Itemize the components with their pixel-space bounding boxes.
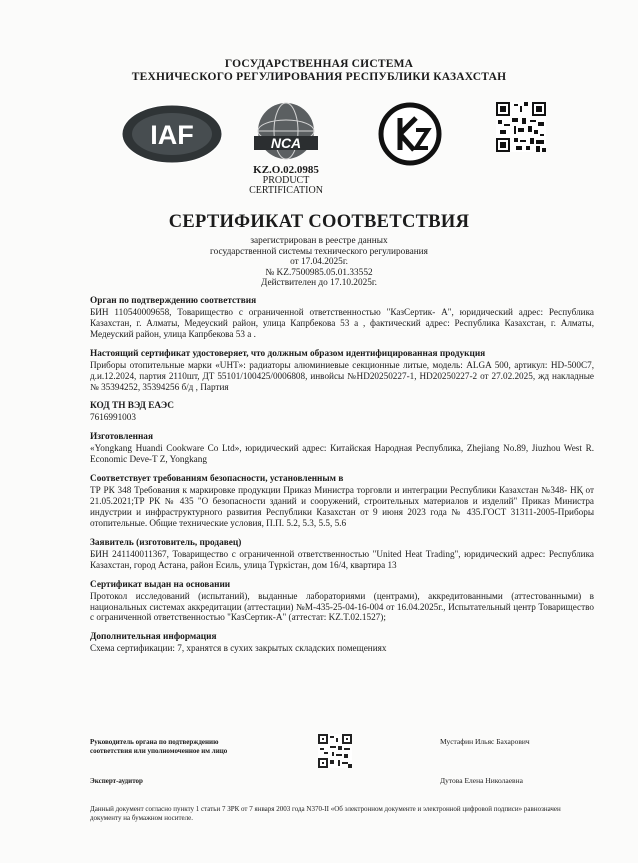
section-title: Заявитель (изготовитель, продавец) xyxy=(90,537,242,548)
cert-code: KZ.O.02.0985 xyxy=(253,164,319,176)
nca-text: NCA xyxy=(270,135,302,151)
kz-conformity-mark-icon xyxy=(378,102,442,166)
head-signature-name: Мустафин Ильяс Бахарович xyxy=(440,737,530,746)
section-title: КОД ТН ВЭД ЕАЭС xyxy=(90,401,174,412)
registry-info xyxy=(0,236,638,289)
section-title: Сертификат выдан на основании xyxy=(90,579,231,590)
head-signature-row xyxy=(90,738,594,774)
section-text: БИН 241140011367, Товарищество с ограниченной ответственностью "United Heat Trading", юридический адрес: Республика Казахстан, город Астана, район Есиль, улица Түркістан, дом 16/4, квартира 13 xyxy=(90,548,594,570)
registry-date: от 17.04.2025г. xyxy=(290,257,348,268)
section-text: «Yongkang Huandi Cookware Co Ltd», юридический адрес: Китайская Народная Республика, Zhejiang No.89, Jiuzhou West R. Economic Deve-T Z, Yongkang xyxy=(90,443,594,465)
section-text: ТР РК 348 Требования к маркировке продукции Приказ Министра торговли и интеграции Республики Казахстан №348- НҚ от 21.05.2021;ТР РК № 435 "О безопасности зданий и сооружений, строительных материалов и изделий" Приказ Министра индустрии и инфраструктурного развития Республики Казахстан от 9 июня 2023 года № 435.ГОСТ 31311-2005-Приборы отопительные. Общие технические условия, П.П. 5.2, 5.3, 5.5, 5.6 xyxy=(90,485,594,528)
document-header xyxy=(0,58,638,84)
registry-line-2: государственной системы технического регулирования xyxy=(210,246,428,257)
section-requirements xyxy=(90,474,594,529)
cert-code-line-2: PRODUCT xyxy=(262,174,310,186)
nca-globe-icon xyxy=(250,100,322,166)
head-signature-label: Руководитель органа по подтверждению соответствия или уполномоченное им лицо xyxy=(90,738,228,755)
section-product xyxy=(90,349,594,393)
section-certification-body xyxy=(90,296,594,340)
section-applicant xyxy=(90,538,594,571)
validity-date: Действителен до 17.10.2025г. xyxy=(261,278,377,289)
qr-code-icon xyxy=(496,102,546,152)
section-hs-code xyxy=(90,401,594,423)
section-title: Орган по подтверждению соответствия xyxy=(90,296,257,306)
section-additional-info xyxy=(90,632,594,654)
section-title: Соответствует требованиям безопасности, установленным в xyxy=(90,474,344,485)
certification-body-code xyxy=(236,165,336,197)
section-title: Настоящий сертификат удостоверяет, что должным образом идентифицированная продукция xyxy=(90,348,486,359)
section-text: 7616991003 xyxy=(90,412,136,423)
registry-line-1: зарегистрирован в реестре данных xyxy=(250,236,388,246)
expert-signature-name: Дутова Елена Николаевна xyxy=(440,776,523,785)
certificate-body xyxy=(90,296,594,663)
section-text: БИН 110540009658, Товарищество с ограниченной ответственностью "КазСертик- А", юридический адрес: Республика Казахстан, г. Алматы, Медеуский район, улица Капрбекова 53 а , фактический адрес: Республика Казахстан, г. Алматы, Медеуский район, улица Капрбекова 53 а . xyxy=(90,307,594,339)
legal-footnote: Данный документ согласно пункту 1 статьи 7 ЗРК от 7 января 2003 года N370-II «Об электронном документе и электронной цифровой подписи» равнозначен документу на бумажном носителе. xyxy=(90,805,561,822)
signature-qr-code-icon xyxy=(318,734,352,768)
section-text: Протокол исследований (испытаний), выданные лабораториями (центрами), аккредитованными (аттестованными) в национальных системах аккредитации (аттестации) №М-435-25-04-16-004 от 16.04.2025г., Испытательный центр Товарищество с ограниченной ответственностью "КазСертик-А" (аттестат: KZ.T.02.1527); xyxy=(90,590,594,623)
document-title: СЕРТИФИКАТ СООТВЕТСТВИЯ xyxy=(168,212,470,232)
expert-signature-label: Эксперт-аудитор xyxy=(90,777,143,785)
section-basis xyxy=(90,580,594,624)
section-text: Схема сертификации: 7, хранятся в сухих закрытых складских помещениях xyxy=(90,643,387,654)
iaf-logo-icon xyxy=(120,103,224,165)
header-line-2: ТЕХНИЧЕСКОГО РЕГУЛИРОВАНИЯ РЕСПУБЛИКИ КАЗАХСТАН xyxy=(131,71,507,83)
cert-code-line-3: CERTIFICATION xyxy=(249,185,323,196)
registry-number: № KZ.7500985.05.01.33552 xyxy=(265,267,373,278)
header-line-1: ГОСУДАРСТВЕННАЯ СИСТЕМА xyxy=(224,58,414,70)
iaf-text: IAF xyxy=(150,120,194,150)
expert-signature-row xyxy=(90,777,594,789)
section-title: Изготовленная xyxy=(90,432,153,443)
section-manufacturer xyxy=(90,432,594,465)
section-text: Приборы отопительные марки «UHT»: радиаторы алюминиевые секционные литые, модель: ALGA 500, артикул: HD-500C7, д.и.12.2024, партия 2110шт, ДТ 55101/100425/0006808, инвойсы №HD20250227-1, HD20250227-2 от 27.02.2025, жд накладные № 35394252, 35394256 б/д , Партия xyxy=(90,359,594,392)
section-title: Дополнительная информация xyxy=(90,632,217,643)
